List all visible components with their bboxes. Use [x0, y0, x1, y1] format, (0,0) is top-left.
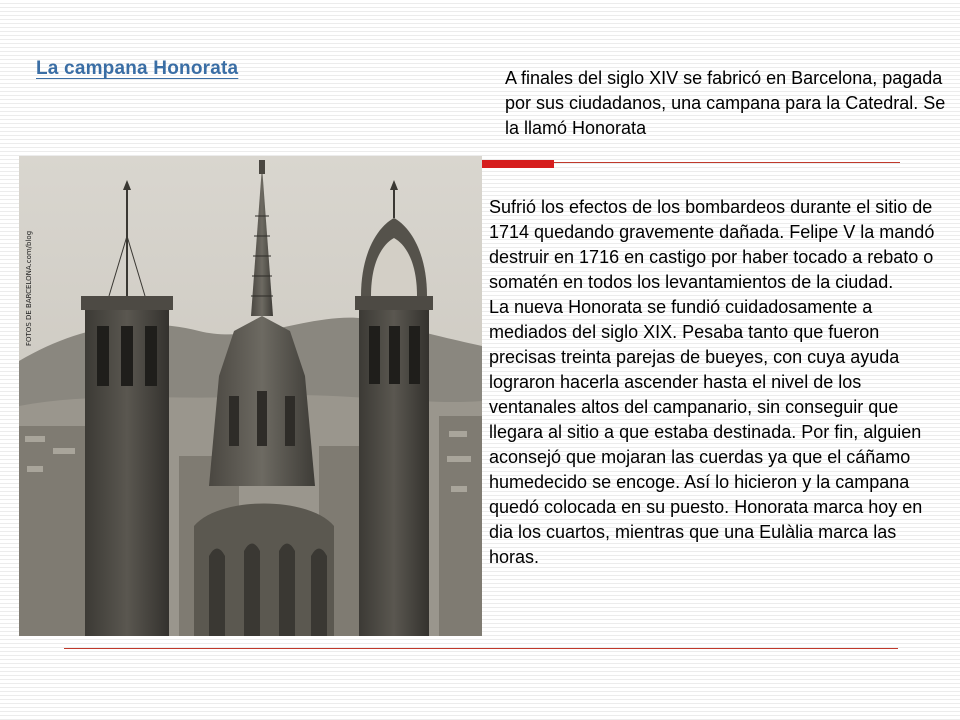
paragraph-new-bell: La nueva Honorata se fundió cuidadosamente a mediados del siglo XIX. Pesaba tanto que fueron precisas treinta parejas de bueyes, con cuya ayuda lograron hacerla ascender hasta el nivel de los ventanales altos del campanario, sin conseguir que llegara al sitio a que estaba destinada. Por fin, alguien aconsejó que mojaran las cuerdas ya que el cáñamo humedecido se encoge. Así lo hicieron y la campana quedó colocada en su puesto. Honorata marca hoy en dia los cuartos, mientras que una Eulàlia marca las horas. — [489, 297, 923, 567]
cathedral-photo — [19, 156, 482, 636]
intro-text: A finales del siglo XIV se fabricó en Barcelona, pagada por sus ciudadanos, una campana para la Catedral. Se la llamó Honorata — [505, 68, 946, 138]
body-text — [489, 195, 949, 570]
bottom-divider — [64, 648, 898, 649]
paragraph-siege: Sufrió los efectos de los bombardeos durante el sitio de 1714 quedando gravemente dañada. Felipe V la mandó destruir en 1716 en castigo por haber tocado a rebato o somatén en todos los levantamientos de la ciudad. — [489, 197, 935, 292]
photo-credit: FOTOS DE BARCELONA.com/blog — [25, 230, 33, 346]
slide-title[interactable]: La campana Honorata — [36, 58, 239, 79]
top-divider-accent — [480, 160, 554, 168]
